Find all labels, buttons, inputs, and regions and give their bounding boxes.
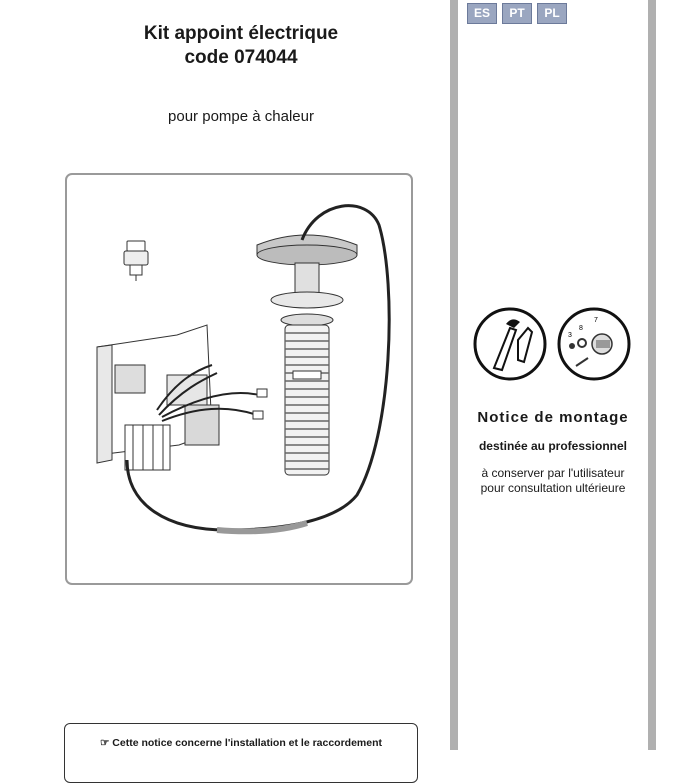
assembly-label-7: 7: [594, 317, 598, 324]
assembly-label-3: 3: [568, 332, 572, 339]
sidebar-divider-left: [450, 0, 458, 750]
installation-note-box: [64, 723, 418, 783]
language-tab-pt[interactable]: PT: [502, 3, 532, 24]
language-tabs: [467, 3, 567, 24]
product-illustration-frame: [65, 173, 413, 585]
sidebar-audience: destinée au professionnel: [478, 439, 628, 453]
sidebar-divider-right: [648, 0, 656, 750]
document-subtitle: pour pompe à chaleur: [168, 108, 314, 125]
assembly-label-8: 8: [579, 325, 583, 332]
installation-note: ☞ Cette notice concerne l'installation et le raccordement: [99, 737, 383, 749]
title-line-2: code 074044: [184, 47, 298, 68]
assembly-parts-icon: [559, 309, 629, 379]
title-line-1: Kit appoint électrique: [143, 23, 339, 44]
document-title: [65, 22, 417, 70]
language-tab-es[interactable]: ES: [467, 3, 497, 24]
sidebar-keep-note: [458, 466, 648, 496]
keep-note-line-2: pour consultation ultérieure: [480, 481, 626, 495]
pictogram-row: [472, 306, 634, 386]
tools-icon: [475, 309, 545, 379]
control-box-drawing: [97, 325, 219, 470]
product-illustration: [67, 175, 415, 587]
temperature-sensor-drawing: [124, 241, 148, 281]
keep-note-line-1: à conserver par l'utilisateur: [481, 466, 625, 480]
sidebar-heading: Notice de montage: [477, 409, 629, 426]
heating-element-drawing: [257, 235, 357, 475]
language-tab-pl[interactable]: PL: [537, 3, 567, 24]
